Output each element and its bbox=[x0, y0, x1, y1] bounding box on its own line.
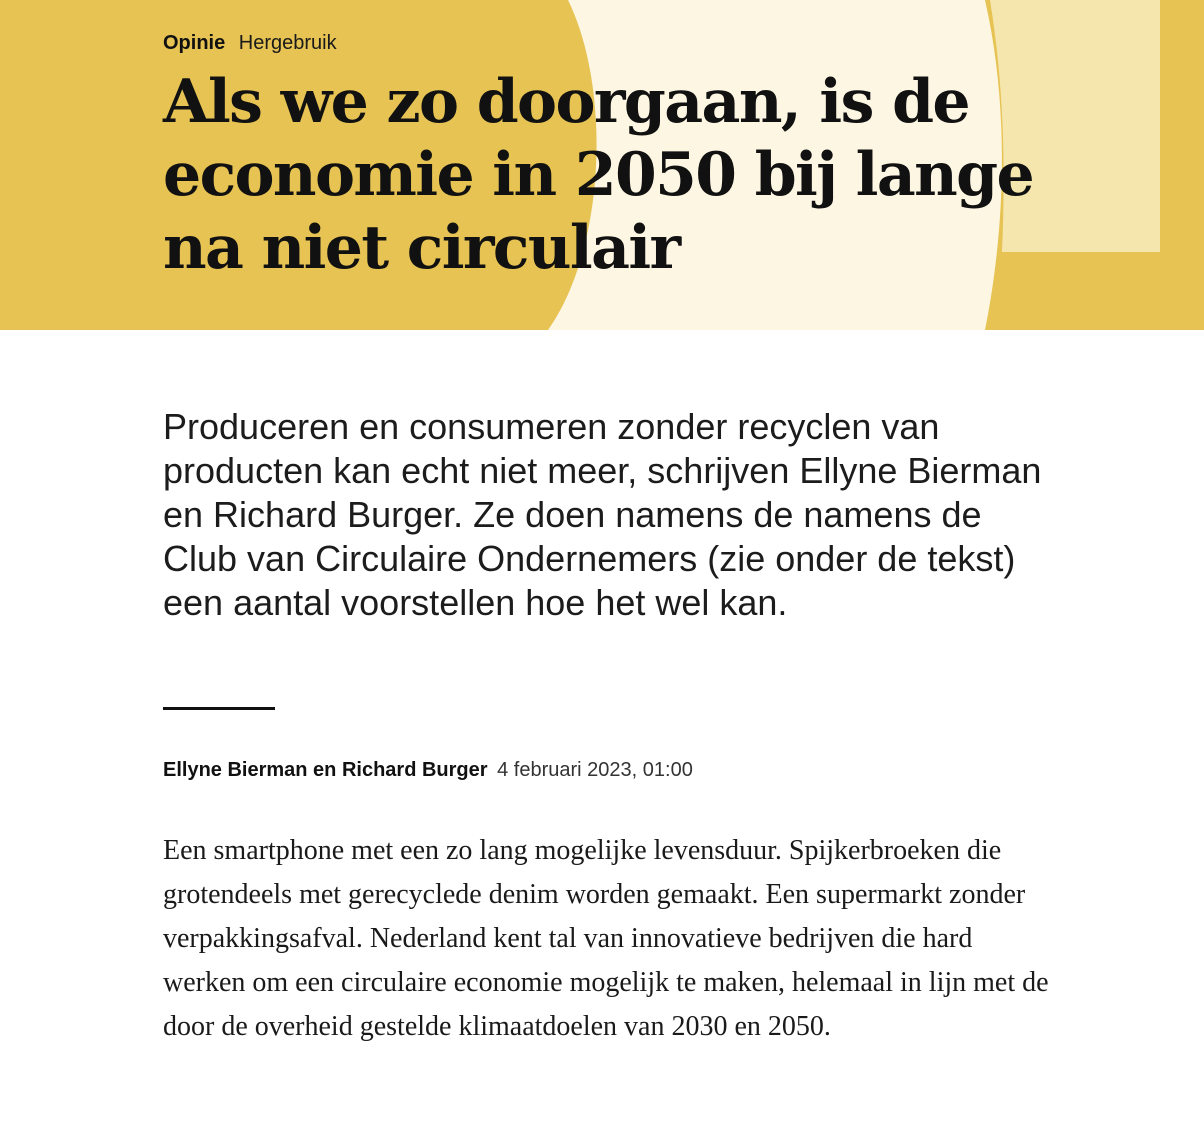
intro-divider bbox=[163, 707, 275, 710]
article-hero bbox=[0, 0, 1204, 330]
article-intro: Produceren en consumeren zonder recyclen van producten kan echt niet meer, schrijven Ellyne Bierman en Richard Burger. Ze doen namens de namens de Club van Circulaire Ondernemers (zie onder de tekst) een aantal voorstellen hoe het wel kan. bbox=[163, 406, 1042, 623]
article-body-paragraph: Een smartphone met een zo lang mogelijke levensduur. Spijkerbroeken die grotendeels met gerecyclede denim worden gemaakt. Een supermarkt zonder verpakkingsafval. Nederland kent tal van innovatieve bedrijven die hard werken om een circulaire economie mogelijk te maken, helemaal in lijn met de door de overheid gestelde klimaatdoelen van 2030 en 2050. bbox=[163, 835, 1049, 1042]
article-headline: Als we zo doorgaan, is de economie in 2050 bij lange na niet circulair bbox=[163, 67, 1034, 283]
section-label[interactable]: Opinie bbox=[163, 32, 226, 54]
publish-date: 4 februari 2023, 01:00 bbox=[497, 759, 693, 781]
byline-authors[interactable]: Ellyne Bierman en Richard Burger bbox=[163, 759, 488, 781]
article-byline bbox=[163, 757, 693, 783]
article-kicker bbox=[163, 31, 337, 55]
topic-label[interactable]: Hergebruik bbox=[238, 32, 337, 54]
